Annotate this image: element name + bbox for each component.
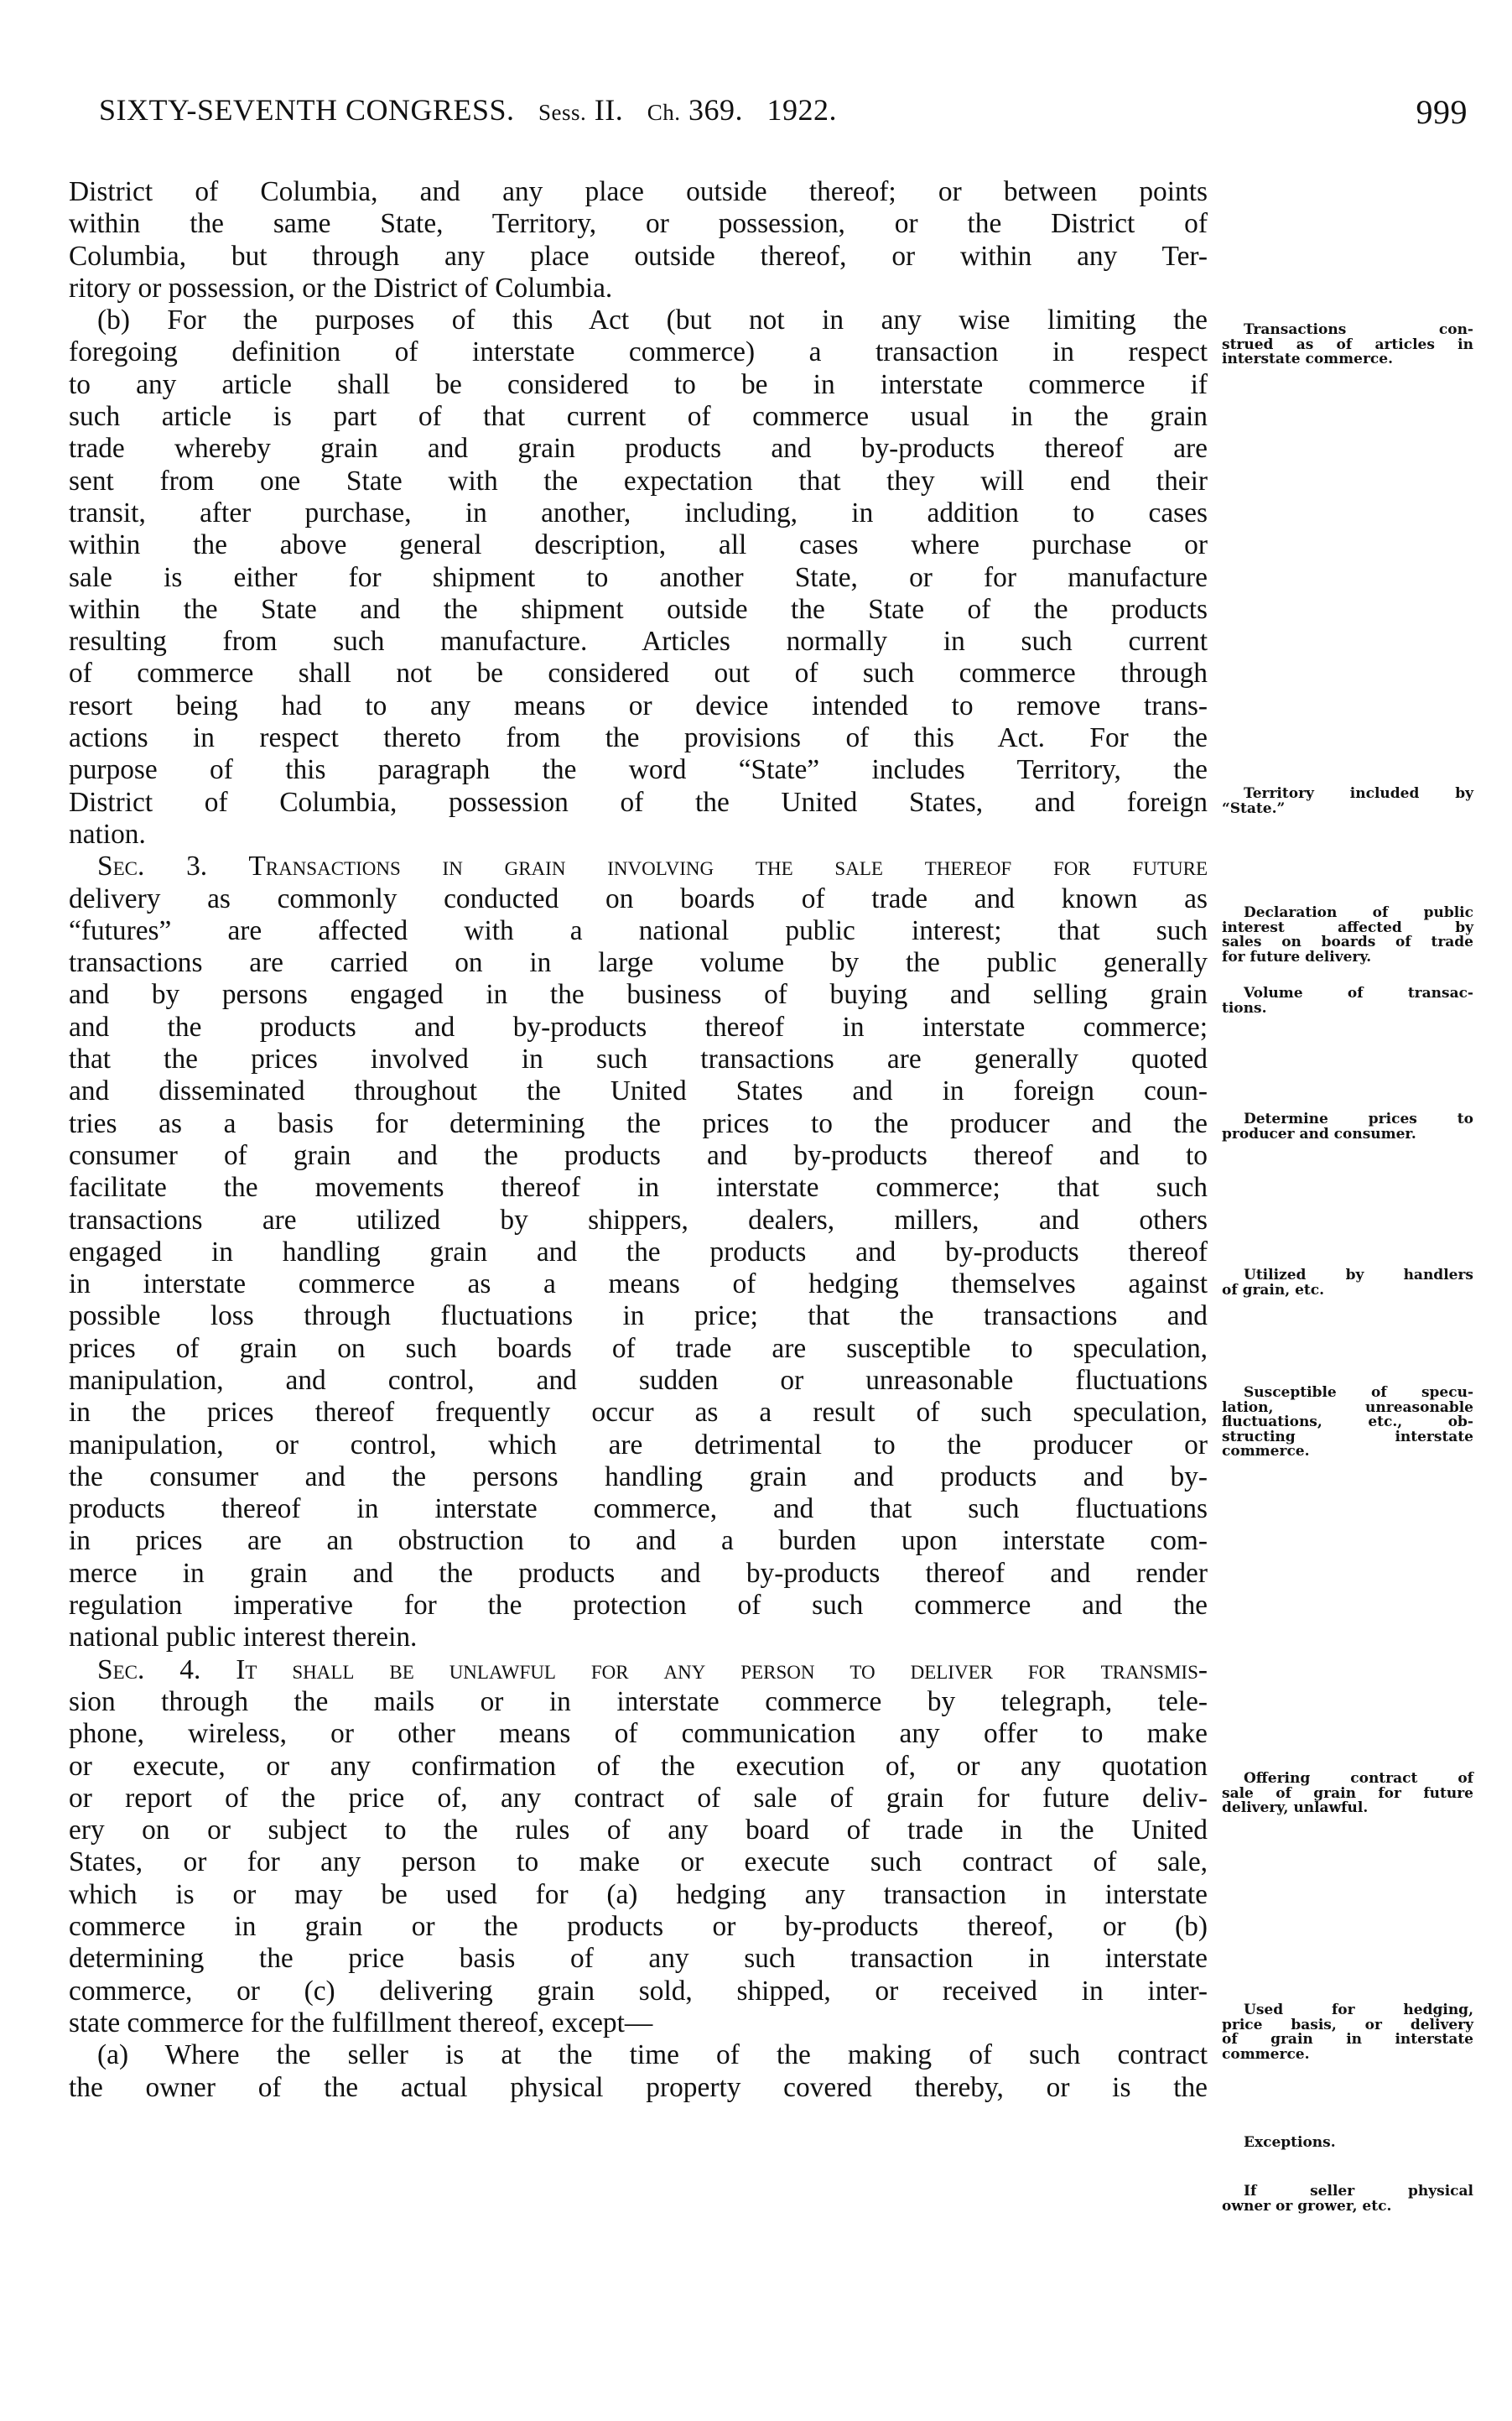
margin-note-if-seller-physical-owner: If seller physical owner or grower, etc. bbox=[1222, 2183, 1473, 2215]
body-line: within the above general description, all cases where purchase or bbox=[69, 529, 1208, 561]
congress-label: SIXTY-SEVENTH CONGRESS. bbox=[99, 93, 515, 127]
margin-note-determine-prices: Determine prices to producer and consumer. bbox=[1222, 1111, 1473, 1143]
section-3-start: Sec. 3. Transactions in grain involving the sale thereof for future bbox=[97, 851, 1208, 882]
body-line: actions in respect thereto from the provisions of this Act. For the bbox=[69, 722, 1208, 754]
body-line: facilitate the movements thereof in interstate commerce; that such bbox=[69, 1172, 1208, 1204]
body-line: sale is either for shipment to another State, or for manufacture bbox=[69, 561, 1208, 593]
body-line: commerce in grain or the products or by-products thereof, or (b) bbox=[69, 1911, 1208, 1943]
body-line: consumer of grain and the products and by-products thereof and to bbox=[69, 1139, 1208, 1171]
body-line: merce in grain and the products and by-products thereof and render bbox=[69, 1557, 1208, 1589]
body-line: or report of the price of, any contract of sale of grain for future deliv- bbox=[69, 1782, 1208, 1814]
margin-note-used-for-hedging: Used for hedging, price basis, or delivery of grain in interstate commerce. bbox=[1222, 2002, 1473, 2063]
body-line: and the products and by-products thereof in interstate commerce; bbox=[69, 1011, 1208, 1043]
body-line: within the State and the shipment outside the State of the products bbox=[69, 593, 1208, 625]
body-line: which is or may be used for (a) hedging any transaction in interstate bbox=[69, 1878, 1208, 1910]
page-number: 999 bbox=[1416, 93, 1468, 131]
body-line: to any article shall be considered to be in interstate commerce if bbox=[69, 368, 1208, 400]
body-line: District of Columbia, possession of the United States, and foreign bbox=[69, 786, 1208, 818]
body-line: commerce, or (c) delivering grain sold, shipped, or received in inter- bbox=[69, 1975, 1208, 2007]
body-line: trade whereby grain and grain products and by-products thereof are bbox=[69, 433, 1208, 465]
body-line: possible loss through fluctuations in price; that the transactions and bbox=[69, 1300, 1208, 1332]
body-line: in interstate commerce as a means of hedging themselves against bbox=[69, 1268, 1208, 1300]
body-line: manipulation, and control, and sudden or unreasonable fluctuations bbox=[69, 1364, 1208, 1396]
body-line: transactions are carried on in large volume by the public generally bbox=[69, 947, 1208, 979]
body-line: delivery as commonly conducted on boards of trade and known as bbox=[69, 882, 1208, 914]
body-line: determining the price basis of any such transaction in interstate bbox=[69, 1943, 1208, 1975]
body-line: products thereof in interstate commerce, and that such fluctuations bbox=[69, 1493, 1208, 1525]
margin-note-territory-included: Territory included by “State.” bbox=[1222, 785, 1473, 817]
session-number: II. bbox=[594, 93, 624, 127]
body-line: such article is part of that current of commerce usual in the grain bbox=[69, 401, 1208, 433]
chapter-number: 369. bbox=[688, 93, 744, 127]
running-header bbox=[99, 92, 1468, 129]
body-line: States, or for any person to make or execute such contract of sale, bbox=[69, 1846, 1208, 1878]
paragraph-b-start: (b) For the purposes of this Act (but not in any wise limiting the bbox=[97, 305, 1208, 336]
body-line: national public interest therein. bbox=[69, 1622, 418, 1653]
body-line: and disseminated throughout the United States and in foreign coun- bbox=[69, 1075, 1208, 1107]
body-line: manipulation, or control, which are detrimental to the producer or bbox=[69, 1429, 1208, 1460]
body-line: in the prices thereof frequently occur as a result of such speculation, bbox=[69, 1397, 1208, 1429]
header-title bbox=[99, 92, 837, 128]
body-line: foregoing definition of interstate commerce) a transaction in respect bbox=[69, 336, 1208, 368]
body-line: transactions are utilized by shippers, dealers, millers, and others bbox=[69, 1204, 1208, 1236]
session-label: Sess. bbox=[538, 100, 587, 125]
body-line: purpose of this paragraph the word “State” includes Territory, the bbox=[69, 754, 1208, 786]
year: 1922. bbox=[766, 93, 838, 127]
chapter-label: Ch. bbox=[647, 100, 681, 125]
body-line: the consumer and the persons handling grain and products and by- bbox=[69, 1460, 1208, 1492]
body-line: ritory or possession, or the District of Columbia. bbox=[69, 272, 613, 304]
body-line: prices of grain on such boards of trade are susceptible to speculation, bbox=[69, 1332, 1208, 1364]
margin-note-offering-contract: Offering contract of sale of grain for future delivery, unlawful. bbox=[1222, 1770, 1473, 1816]
body-line: in prices are an obstruction to and a burden upon interstate com- bbox=[69, 1525, 1208, 1557]
section-4-start: Sec. 4. It shall be unlawful for any person to deliver for transmis- bbox=[97, 1653, 1208, 1685]
body-line: resulting from such manufacture. Articles normally in such current bbox=[69, 626, 1208, 658]
body-line: regulation imperative for the protection of such commerce and the bbox=[69, 1590, 1208, 1622]
body-line: that the prices involved in such transactions are generally quoted bbox=[69, 1044, 1208, 1075]
body-line: of commerce shall not be considered out of such commerce through bbox=[69, 658, 1208, 690]
margin-note-volume-transactions: Volume of transac- tions. bbox=[1222, 985, 1473, 1017]
body-line: nation. bbox=[69, 818, 146, 850]
body-line: within the same State, Territory, or possession, or the District of bbox=[69, 208, 1208, 240]
exception-a-start: (a) Where the seller is at the time of the making of such contract bbox=[97, 2039, 1208, 2071]
body-line: “futures” are affected with a national public interest; that such bbox=[69, 914, 1208, 946]
body-line: or execute, or any confirmation of the execution of, or any quotation bbox=[69, 1750, 1208, 1782]
body-text bbox=[69, 176, 1208, 2104]
body-line: engaged in handling grain and the products and by-products thereof bbox=[69, 1236, 1208, 1268]
body-line: tries as a basis for determining the prices to the producer and the bbox=[69, 1107, 1208, 1139]
margin-note-transactions-construed: Transactions con- strued as of articles in interstate commerce. bbox=[1222, 321, 1473, 367]
body-line: Columbia, but through any place outside thereof, or within any Ter- bbox=[69, 240, 1208, 272]
margin-note-utilized-by-handlers: Utilized by handlers of grain, etc. bbox=[1222, 1267, 1473, 1299]
margin-note-exceptions: Exceptions. bbox=[1244, 2134, 1336, 2151]
body-line: ery on or subject to the rules of any board of trade in the United bbox=[69, 1814, 1208, 1846]
margin-note-declaration-public-interest: Declaration of public interest affected by sales on boards of trade for future delivery. bbox=[1222, 904, 1473, 966]
body-line: sent from one State with the expectation that they will end their bbox=[69, 465, 1208, 497]
body-line: and by persons engaged in the business of buying and selling grain bbox=[69, 979, 1208, 1011]
body-line: resort being had to any means or device intended to remove trans- bbox=[69, 690, 1208, 721]
body-line: the owner of the actual physical property covered thereby, or is the bbox=[69, 2071, 1208, 2103]
body-line: District of Columbia, and any place outside thereof; or between points bbox=[69, 176, 1208, 207]
body-line: transit, after purchase, in another, including, in addition to cases bbox=[69, 497, 1208, 528]
body-line: sion through the mails or in interstate commerce by telegraph, tele- bbox=[69, 1685, 1208, 1717]
body-line: phone, wireless, or other means of communication any offer to make bbox=[69, 1718, 1208, 1750]
body-line: state commerce for the fulfillment thereof, except— bbox=[69, 2007, 653, 2038]
margin-note-susceptible-speculation: Susceptible of specu- lation, unreasonable fluctuations, etc., ob- structing interstate commerce. bbox=[1222, 1384, 1473, 1460]
